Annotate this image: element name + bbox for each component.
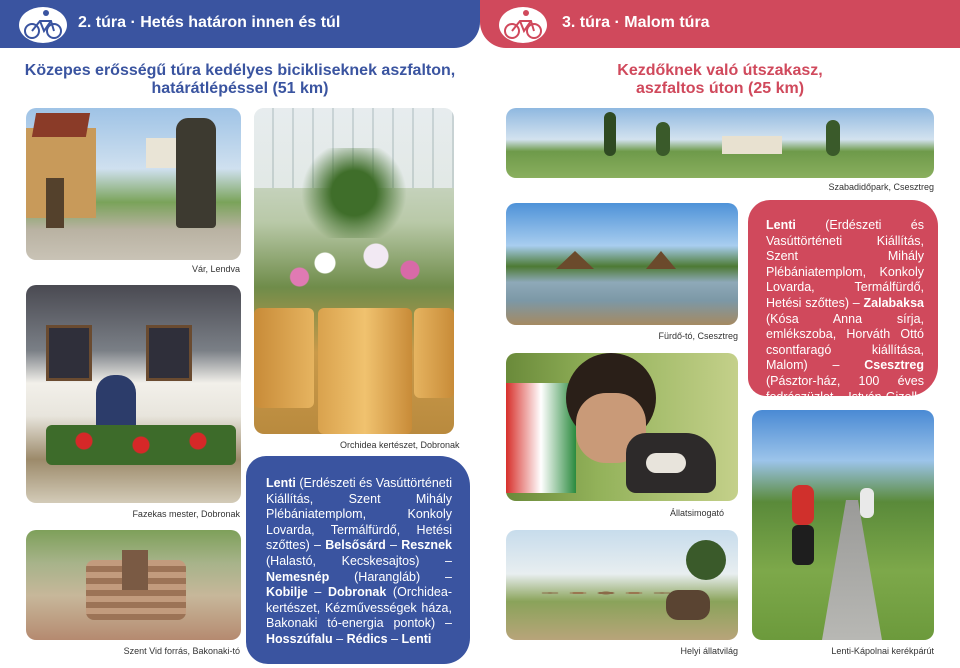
- route-stop: Csesztreg: [864, 358, 924, 373]
- route-detail: –: [307, 585, 328, 600]
- caption-fazekas: Fazekas mester, Dobronak: [132, 509, 240, 519]
- route-detail: –: [332, 631, 347, 646]
- caption-szabadido: Szabadidőpark, Csesztreg: [828, 182, 934, 192]
- caption-allat: Állatsimogató: [670, 508, 725, 518]
- route-stop: Hosszúfalu: [266, 631, 333, 646]
- park-photo: [506, 108, 934, 178]
- route-stop: Zalabaksa: [863, 295, 924, 310]
- route-stop: Resznek: [401, 538, 452, 553]
- right-subtitle-line2: aszfaltos úton (25 km): [635, 80, 805, 97]
- caption-vid: Szent Vid forrás, Bakonaki-tó: [123, 646, 240, 656]
- orchid-photo: [254, 108, 454, 434]
- caption-orchidea: Orchidea kertészet, Dobronak: [340, 440, 460, 450]
- route-detail: (Halastó, Kecskesajtos) –: [266, 553, 452, 568]
- route-stop: Kobilje: [266, 585, 308, 600]
- route-stop: Nemesnép: [266, 569, 330, 584]
- left-subtitle-line1: Közepes erősségű túra kedélyes bicikliseknek aszfalton,: [24, 62, 456, 79]
- lake-photo: [506, 203, 738, 325]
- route-stop: Dobronak: [327, 585, 387, 600]
- caption-var: Vár, Lendva: [191, 264, 240, 274]
- left-route-text: [266, 476, 452, 648]
- route-stop: Lenti: [766, 218, 796, 232]
- cyclists-photo: [752, 410, 934, 640]
- caption-kerekpar: Lenti-Kápolnai kerékpárút: [831, 646, 934, 656]
- caption-furdo: Fürdő-tó, Csesztreg: [658, 331, 738, 341]
- left-banner-title: 2. túra · Hetés határon innen és túl: [78, 14, 341, 31]
- route-stop: Rédics: [346, 631, 388, 646]
- route-detail: (Kósa Anna sírja, emlékszoba, Horváth Ottó csontfaragó kiállítása, Malom) –: [766, 311, 924, 373]
- castle-photo: [26, 108, 241, 260]
- route-stop: Lenti: [266, 476, 296, 490]
- potter-photo: [26, 285, 241, 503]
- goat-photo: [506, 353, 738, 501]
- left-banner: [0, 0, 480, 48]
- route-detail: (Pásztor-ház, 100 éves fodrászüzlet, István-Gizella: [766, 373, 924, 404]
- right-banner: [480, 0, 960, 48]
- cyclist-icon: [498, 6, 548, 44]
- right-subtitle-line1: Kezdőknek való útszakasz,: [617, 62, 823, 79]
- route-detail: –: [387, 631, 402, 646]
- route-stop: Belsősárd: [325, 538, 386, 553]
- right-subtitle: [480, 62, 960, 98]
- route-detail: –: [385, 538, 402, 553]
- route-detail: (Erdészeti és Vasúttörténeti Kiállítás, Szent Mihály Plébániatemplom, Konkoly Lovarda, Termálfürdő, Hetési szőttes) –: [766, 218, 924, 310]
- fountain-photo: [26, 530, 241, 640]
- route-detail: (Harangláb) –: [329, 569, 452, 584]
- deer-photo: [506, 530, 738, 640]
- cyclist-icon: [18, 6, 68, 44]
- left-subtitle-line2: határátlépéssel (51 km): [151, 80, 329, 97]
- route-detail: (Orchidea-kertészet, Kézművességek háza, Bakonaki tó-energia pontok) –: [266, 585, 452, 631]
- left-subtitle: [0, 62, 480, 98]
- caption-helyi: Helyi állatvilág: [680, 646, 738, 656]
- route-detail: (Erdészeti és Vasúttörténeti Kiállítás, Szent Mihály Plébániatemplom, Konkoly Lovarda, Termálfürdő, Hetési szőttes) –: [266, 476, 452, 553]
- right-banner-title: 3. túra · Malom túra: [562, 14, 710, 31]
- route-stop: Lenti: [401, 631, 432, 646]
- right-route-text: [766, 218, 924, 436]
